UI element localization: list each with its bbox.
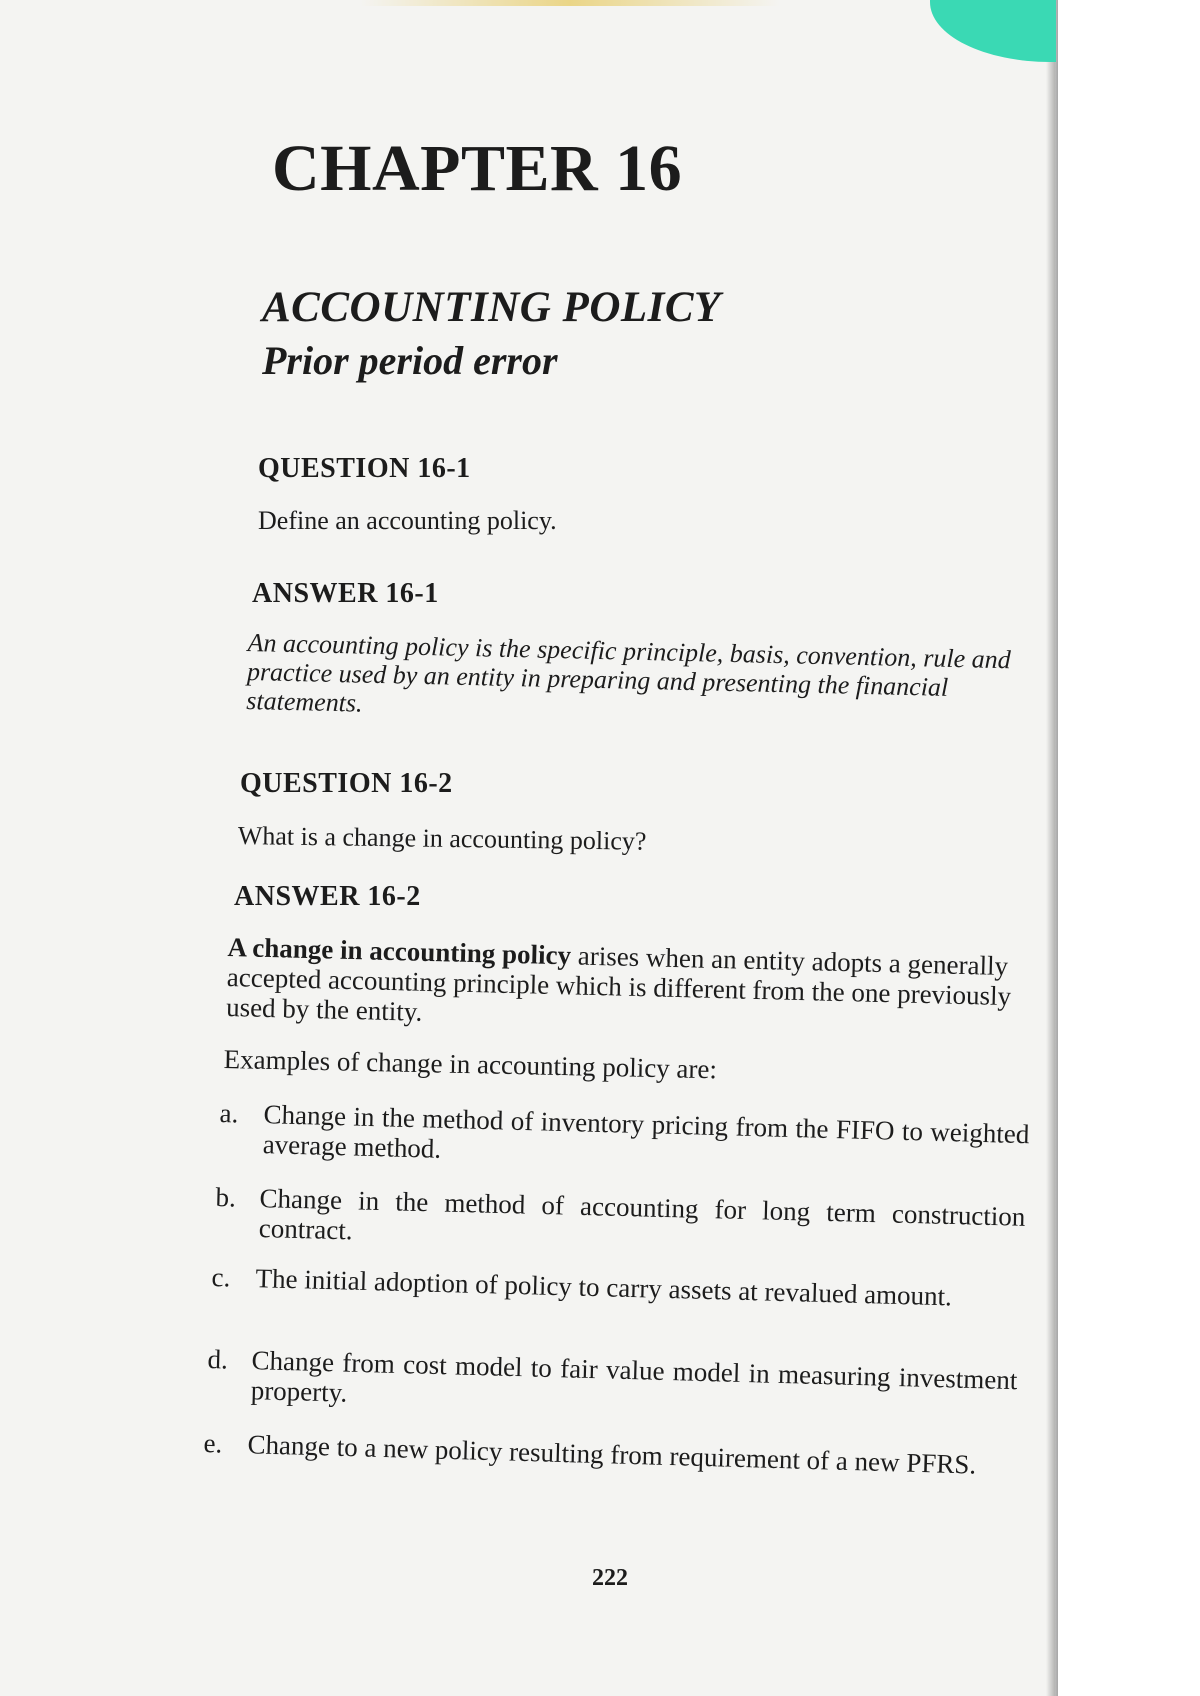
answer-2-bold-term: A change in accounting policy — [227, 932, 572, 971]
question-1-text: Define an accounting policy. — [258, 506, 557, 535]
examples-intro: Examples of change in accounting policy are: — [223, 1044, 718, 1085]
top-edge-smudge — [360, 0, 780, 6]
example-text: Change in the method of inventory pricing from the FIFO to weighted average method. — [262, 1099, 1030, 1164]
example-text: The initial adoption of policy to carry assets at revalued amount. — [255, 1263, 953, 1312]
question-2-heading: QUESTION 16-2 — [240, 768, 453, 799]
question-1-heading: QUESTION 16-1 — [258, 453, 471, 484]
answer-1-heading: ANSWER 16-1 — [252, 578, 439, 609]
page-margin-background — [1055, 0, 1200, 1696]
example-text: Change in the method of accounting for long term construction contract. — [258, 1183, 1026, 1246]
example-letter: a. — [219, 1098, 239, 1129]
answer-2-rest: arises when an entity adopts a generally accepted accounting principle which is different from the one previously used by the entity. — [225, 940, 1012, 1027]
question-2-text: What is a change in accounting policy? — [237, 821, 647, 856]
example-letter: e. — [203, 1428, 223, 1459]
chapter-title: CHAPTER 16 — [272, 132, 683, 205]
page-edge-shadow — [1046, 0, 1058, 1696]
example-letter: d. — [207, 1344, 229, 1375]
example-text: Change from cost model to fair value model in measuring investment property. — [250, 1345, 1018, 1408]
page-number: 222 — [592, 1565, 628, 1591]
section-title: ACCOUNTING POLICY — [262, 284, 721, 331]
example-letter: c. — [211, 1262, 231, 1293]
answer-2-heading: ANSWER 16-2 — [234, 881, 421, 912]
answer-1-text: An accounting policy is the specific principle, basis, convention, rule and practice used by an entity in preparing and presenting the financial statements. — [246, 628, 1012, 718]
example-text: Change to a new policy resulting from requirement of a new PFRS. — [247, 1429, 977, 1480]
example-letter: b. — [215, 1182, 237, 1213]
section-subtitle: Prior period error — [262, 338, 558, 383]
